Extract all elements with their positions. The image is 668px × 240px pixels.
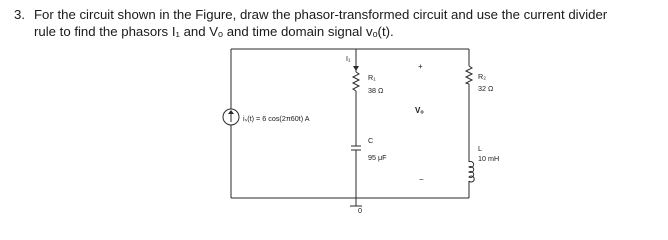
r1-value: 38 Ω xyxy=(368,86,384,95)
source-label: iₛ(t) = 6 cos(2π60t) A xyxy=(243,114,310,123)
r1-resistor xyxy=(353,72,359,91)
plus-sign: + xyxy=(418,62,423,71)
i1-label: I₁ xyxy=(346,54,351,63)
question-line-1: For the circuit shown in the Figure, draw the phasor-transformed circuit and use the current divider xyxy=(34,7,608,22)
c-value: 95 μF xyxy=(368,153,387,162)
inductor-coil xyxy=(469,162,474,182)
vo-label: Vₒ xyxy=(415,106,424,115)
r1-name: R₁ xyxy=(368,73,376,82)
ground-label: 0 xyxy=(358,206,362,214)
question-number: 3. xyxy=(14,7,25,22)
question-line-2: rule to find the phasors I₁ and Vₒ and time domain signal vₒ(t). xyxy=(34,24,394,39)
r2-value: 32 Ω xyxy=(478,84,494,93)
i1-arrowhead xyxy=(353,66,359,71)
minus-sign: − xyxy=(419,175,424,184)
r2-resistor xyxy=(466,66,472,84)
current-source-arrowhead xyxy=(228,110,234,114)
l-name: L xyxy=(478,144,482,153)
r2-name: R₂ xyxy=(478,72,486,81)
l-value: 10 mH xyxy=(478,154,500,163)
c-name: C xyxy=(368,136,374,145)
